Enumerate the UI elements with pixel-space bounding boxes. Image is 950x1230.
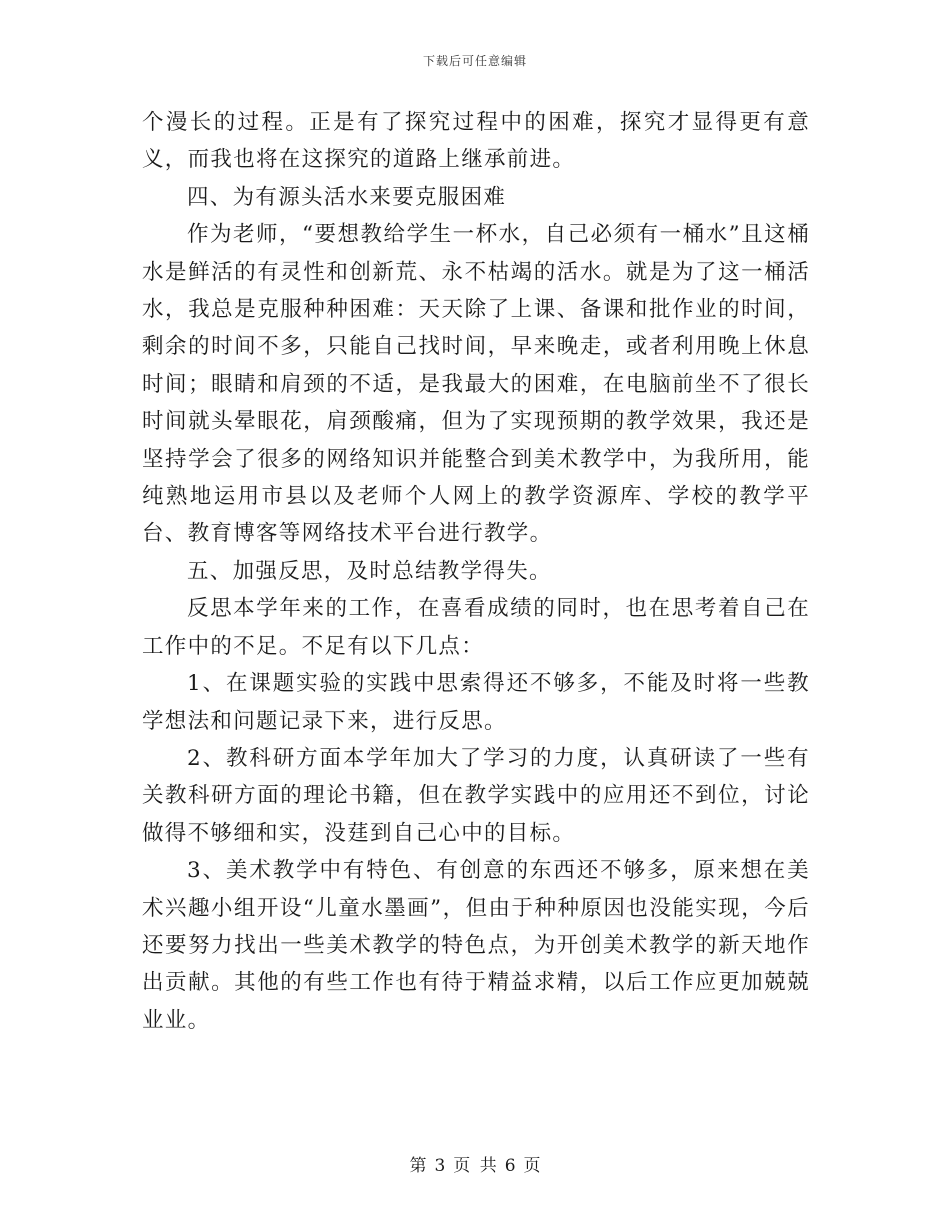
paragraph-teacher-effort: 作为老师，“要想教给学生一杯水，自己必须有一桶水”且这桶水是鲜活的有灵性和创新荒、永不枯竭的活水。就是为了这一桶活水，我总是克服种种困难：天天除了上课、备课和批作业的时间，剩余的时间不多，只能自己找时间，早来晚走，或者利用晚上休息时间；眼睛和肩颈的不适，是我最大的困难，在电脑前坐不了很长时间就头晕眼花，肩颈酸痛，但为了实现预期的教学效果，我还是坚持学会了很多的网络知识并能整合到美术教学中，为我所用，能纯熟地运用市县以及老师个人网上的教学资源库、学校的教学平台、教育博客等网络技术平台进行教学。 (142, 222, 810, 547)
section-heading-four: 四、为有源头活水来要克服困难 (187, 184, 507, 210)
page-footer (0, 1151, 950, 1176)
page-header: 下载后可任意编辑 (422, 54, 527, 68)
footer-mid: 页 共 (453, 1156, 497, 1176)
document-body (142, 104, 810, 1039)
footer-prefix: 第 (409, 1156, 427, 1176)
section-heading-five: 五、加强反思，及时总结教学得失。 (187, 558, 552, 584)
current-page-number: 3 (434, 1156, 446, 1176)
list-item-1: 1、在课题实验的实践中思索得还不够多，不能及时将一些教学想法和问题记录下来，进行反思。 (142, 671, 810, 734)
list-item-2: 2、教科研方面本学年加大了学习的力度，认真研读了一些有关教科研方面的理论书籍，但在教学实践中的应用还不到位，讨论做得不够细和实，没莛到自己心中的目标。 (142, 745, 810, 846)
total-page-count: 6 (504, 1156, 516, 1176)
paragraph-reflection: 反思本学年来的工作，在喜看成绩的同时，也在思考着自己在工作中的不足。不足有以下几点： (142, 596, 810, 659)
list-item-3: 3、美术教学中有特色、有创意的东西还不够多，原来想在美术兴趣小组开设“儿童水墨画”，但由于种种原因也没能实现，今后还要努力找出一些美术教学的特色点，为开创美术教学的新天地作出贡献。其他的有些工作也有待于精益求精，以后工作应更加兢兢业业。 (142, 858, 810, 1033)
footer-suffix: 页 (523, 1156, 541, 1176)
paragraph-continuation: 个漫长的过程。正是有了探究过程中的困难，探究才显得更有意义，而我也将在这探究的道路上继承前进。 (142, 110, 810, 173)
